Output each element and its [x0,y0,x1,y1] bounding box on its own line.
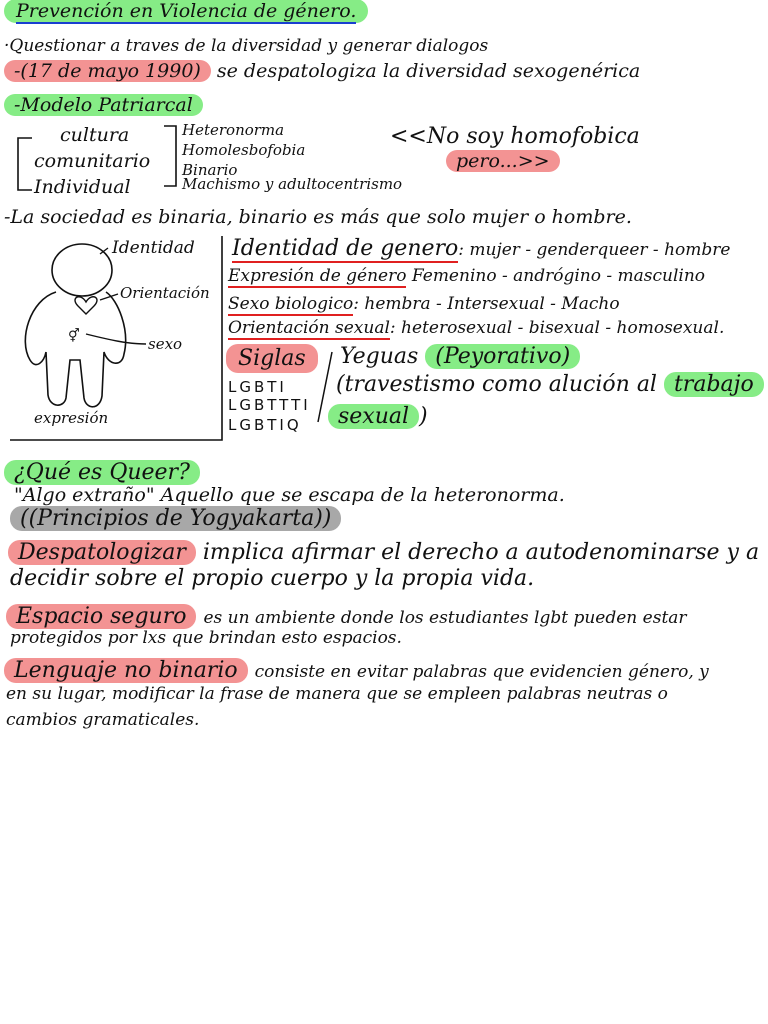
travestismo-line: (travestismo como alución al trabajo [336,372,764,398]
arrow-identidad [100,248,108,254]
figure-label-expresion: expresión [34,409,109,427]
left-bracket [18,138,32,190]
despat-line-2: decidir sobre el propio cuerpo y la propia vida. [10,566,535,591]
sigla-lgbtiq: LGBTIQ [228,416,302,434]
level-individual: Individual [34,176,131,198]
page-title: Prevención en Violencia de género. [4,0,368,22]
sexual-tag: sexual [328,404,419,429]
binary-line: -La sociedad es binaria, binario es más que solo mujer o hombre. [4,206,632,228]
def-orientacion: Orientación sexual: heterosexual - bisexual - homosexual. [228,318,725,338]
sigla-lgbttti: LGBTTTI [228,396,311,414]
sexual-line: sexual ) [328,404,428,430]
patriarcal-title: -Modelo Patriarcal [4,94,203,116]
despat-label: Despatologizar [8,540,196,565]
person-figure [25,244,125,407]
intro-line-2 [4,60,640,82]
def-identidad: Identidad de genero: mujer - genderqueer - hombre [232,236,731,261]
despat-line-1: Despatologizar implica afirmar el derecho a autodenominarse y a [8,540,759,566]
figure-label-orientacion: Orientación [120,284,210,302]
item-heteronorma: Heteronorma [182,121,285,139]
queer-title: ¿Qué es Queer? [4,460,200,486]
arrow-sexo [86,334,146,344]
lenguaje-line-3: cambios gramaticales. [6,710,200,730]
item-binario: Binario [182,161,238,179]
espacio-label: Espacio seguro [6,604,196,629]
trabajo-tag: trabajo [664,372,764,397]
yeguas-line: Yeguas (Peyorativo) [340,344,580,370]
quote-pero: pero...>> [446,150,560,172]
espacio-line-2: protegidos por lxs que brindan esto espacios. [10,628,402,648]
item-machismo: Machismo y adultocentrismo [182,175,403,193]
gender-symbol-icon: ⚥ [68,329,80,344]
def-sexo: Sexo biologico: hembra - Intersexual - Macho [228,294,620,314]
def-expresion: Expresión de género Femenino - andrógino - masculino [228,266,706,286]
queer-line: "Algo extraño" Aquello que se escapa de la heteronorma. [14,484,565,506]
quote-homofobica: <<No soy homofobica [390,124,640,149]
intro-line-1: ·Questionar a traves de la diversidad y generar dialogos [4,36,489,56]
item-homolesbofobia: Homolesbofobia [182,141,306,159]
lenguaje-label: Lenguaje no binario [4,658,248,683]
espacio-line-1: Espacio seguro es un ambiente donde los estudiantes lgbt pueden estar [6,604,687,630]
date-tag: -(17 de mayo 1990) [4,60,211,82]
lenguaje-line-2: en su lugar, modificar la frase de manera que se empleen palabras neutras o [6,684,668,704]
figure-label-identidad: Identidad [112,238,195,258]
figure-label-sexo: sexo [148,335,183,353]
peyorativo-tag: (Peyorativo) [425,344,580,369]
heart-icon [75,297,97,314]
intro-line-2-rest: se despatologiza la diversidad sexogenérica [216,60,641,82]
level-cultura: cultura [60,124,130,146]
arrow-orientacion [100,294,118,300]
level-comunitario: comunitario [34,150,151,172]
principios-line: ((Principios de Yogyakarta)) [10,506,341,532]
siglas-label: Siglas [226,346,318,372]
right-bracket [164,126,176,186]
lenguaje-line-1: Lenguaje no binario consiste en evitar palabras que evidencien género, y [4,658,709,684]
sigla-lgbti: LGBTI [228,378,287,396]
